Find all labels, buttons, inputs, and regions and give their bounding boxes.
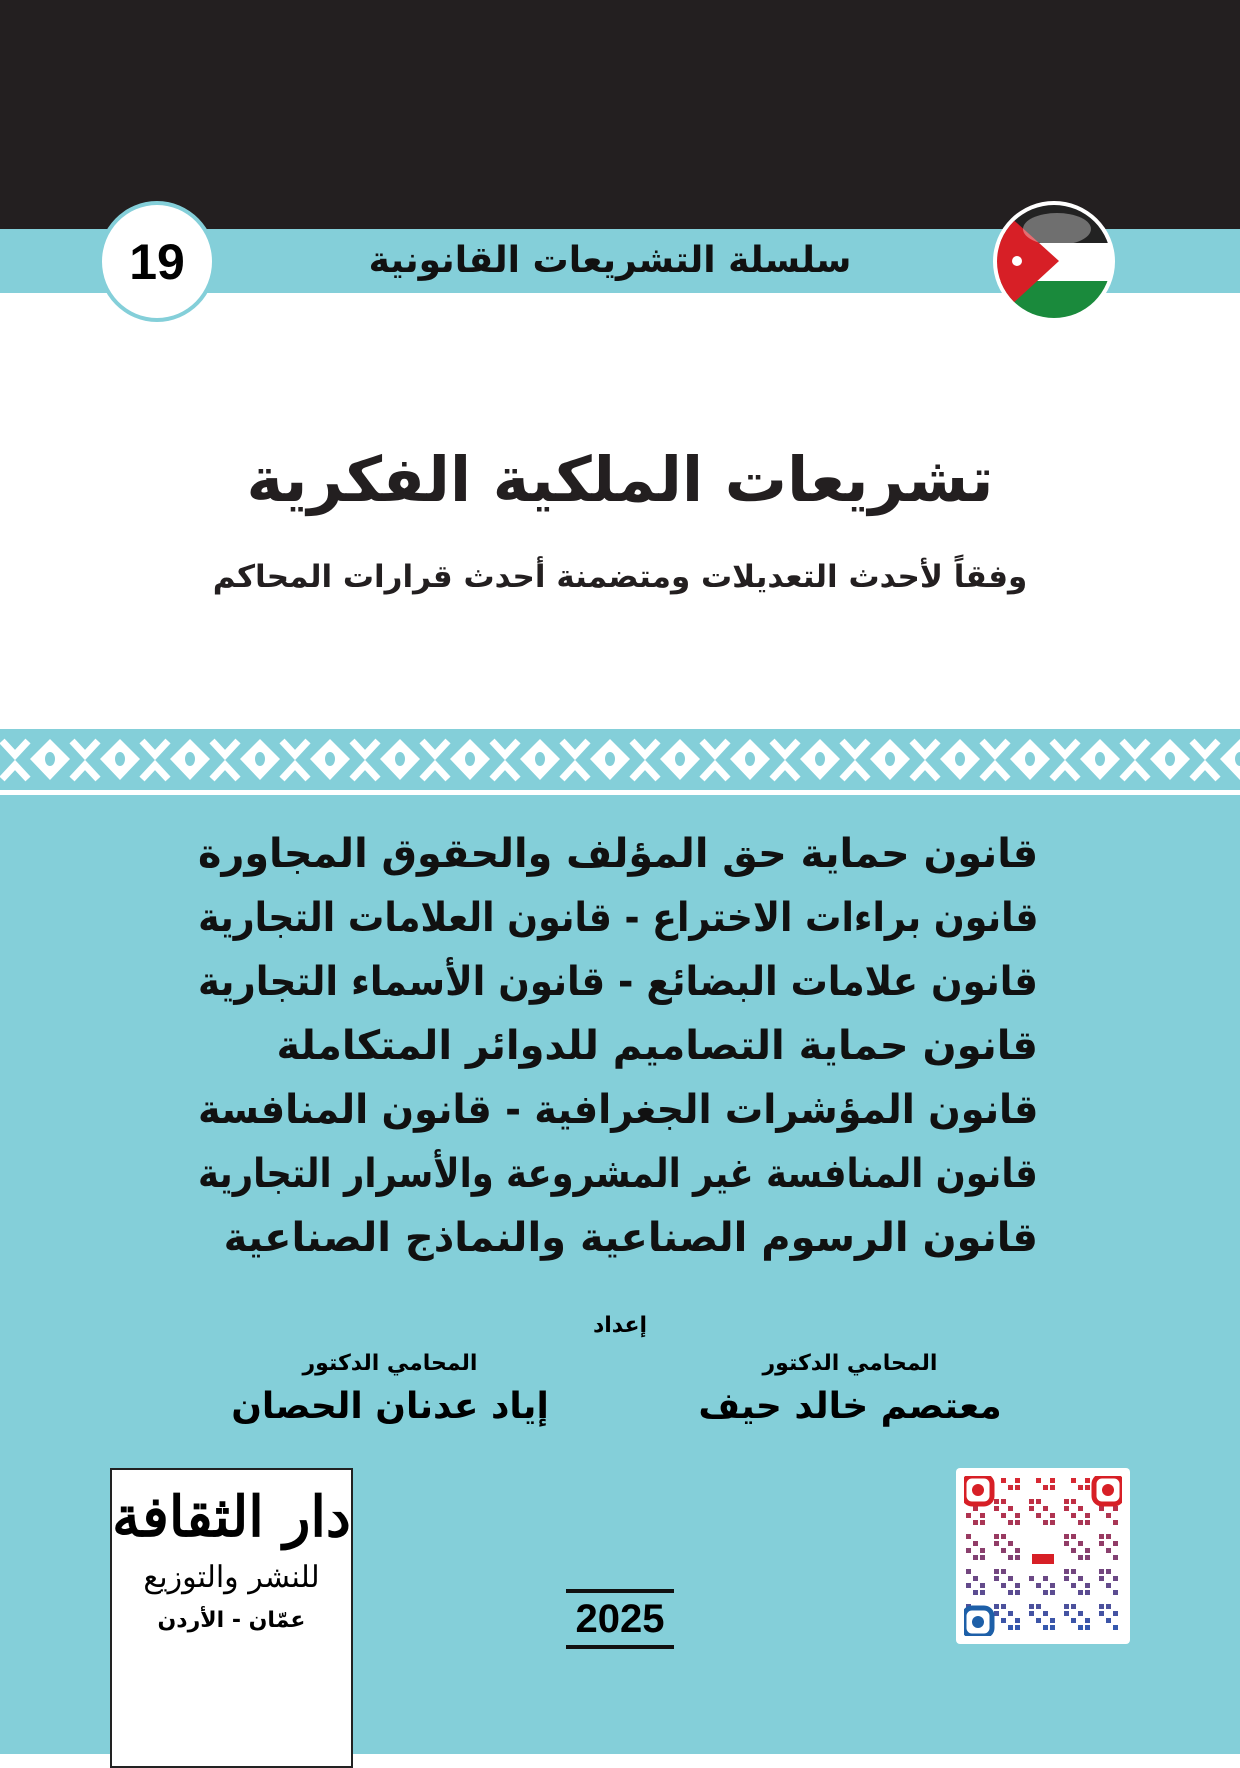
qr-module (1008, 1485, 1013, 1490)
pattern-x (212, 741, 238, 779)
qr-module (1085, 1590, 1090, 1595)
qr-module (1099, 1604, 1104, 1609)
qr-module (966, 1569, 971, 1574)
qr-module (1043, 1625, 1048, 1630)
qr-module (994, 1576, 999, 1581)
pattern-x (142, 741, 168, 779)
author-name-box (180, 1384, 600, 1430)
qr-module (1001, 1604, 1006, 1609)
qr-module (1106, 1618, 1111, 1623)
book-title: تشريعات الملكية الفكرية (246, 443, 994, 516)
qr-module (994, 1604, 999, 1609)
pattern-x (1192, 741, 1218, 779)
qr-module (1029, 1499, 1034, 1504)
qr-module (1043, 1520, 1048, 1525)
qr-module (1064, 1576, 1069, 1581)
qr-module (1036, 1618, 1041, 1623)
pattern-x (772, 741, 798, 779)
qr-module (1085, 1548, 1090, 1553)
qr-module (994, 1534, 999, 1539)
qr-module (1113, 1625, 1118, 1630)
pattern-x (422, 741, 448, 779)
qr-module (1050, 1485, 1055, 1490)
qr-module (1085, 1625, 1090, 1630)
pattern-x (492, 741, 518, 779)
law-row (198, 822, 1038, 886)
top-dark-band (0, 0, 1240, 230)
qr-module (1064, 1541, 1069, 1546)
qr-module (1050, 1478, 1055, 1483)
author-1 (660, 1350, 1040, 1430)
qr-module (973, 1541, 978, 1546)
author-title: المحامي الدكتور (302, 1351, 478, 1376)
qr-module (1015, 1555, 1020, 1560)
qr-module (1015, 1478, 1020, 1483)
qr-module (1015, 1520, 1020, 1525)
qr-module (1064, 1569, 1069, 1574)
qr-module (1078, 1590, 1083, 1595)
qr-module (966, 1583, 971, 1588)
qr-module (1043, 1611, 1048, 1616)
qr-module (973, 1520, 978, 1525)
qr-module (1050, 1520, 1055, 1525)
qr-module (1106, 1534, 1111, 1539)
qr-module (1071, 1604, 1076, 1609)
qr-module (1113, 1590, 1118, 1595)
qr-module (1008, 1590, 1013, 1595)
qr-module (980, 1548, 985, 1553)
pattern-x (72, 741, 98, 779)
qr-module (1064, 1604, 1069, 1609)
qr-module (1015, 1548, 1020, 1553)
qr-module (1036, 1604, 1041, 1609)
publisher-name: دار الثقافة (112, 1484, 351, 1550)
qr-module (1008, 1611, 1013, 1616)
pattern-x (282, 741, 308, 779)
book-subtitle-box (60, 555, 1180, 599)
qr-module (1015, 1625, 1020, 1630)
qr-module (1029, 1611, 1034, 1616)
qr-module (1113, 1611, 1118, 1616)
series-title-box (240, 233, 980, 289)
author-2 (180, 1350, 600, 1430)
qr-module (1071, 1478, 1076, 1483)
law-row (198, 1206, 1038, 1270)
qr-module (1085, 1520, 1090, 1525)
pattern-x (562, 741, 588, 779)
qr-module (1001, 1534, 1006, 1539)
qr-module (994, 1569, 999, 1574)
qr-module (1043, 1485, 1048, 1490)
qr-module (1106, 1513, 1111, 1518)
qr-module (1001, 1618, 1006, 1623)
pattern-x (912, 741, 938, 779)
publisher-logo (110, 1468, 353, 1768)
series-title: سلسلة التشريعات القانونية (368, 240, 852, 281)
qr-module (1113, 1541, 1118, 1546)
qr-module (1085, 1583, 1090, 1588)
law-item: قانون الرسوم الصناعية والنماذج الصناعية (223, 1215, 1038, 1261)
qr-module (1001, 1478, 1006, 1483)
qr-module (980, 1583, 985, 1588)
qr-module (1099, 1541, 1104, 1546)
publisher-tagline-box (112, 1558, 351, 1598)
law-item: قانون المنافسة غير المشروعة والأسرار التجارية (198, 1151, 1038, 1197)
qr-module (1071, 1583, 1076, 1588)
qr-module (1050, 1590, 1055, 1595)
law-item: قانون علامات البضائع - قانون الأسماء التجارية (198, 959, 1038, 1005)
qr-module (1064, 1534, 1069, 1539)
qr-module (1064, 1499, 1069, 1504)
qr-module (1071, 1499, 1076, 1504)
publisher-city-box (112, 1606, 351, 1636)
qr-module (1050, 1583, 1055, 1588)
qr-module (1050, 1513, 1055, 1518)
pattern-x (1122, 741, 1148, 779)
qr-module (1071, 1618, 1076, 1623)
qr-module (1078, 1485, 1083, 1490)
pattern-x (702, 741, 728, 779)
qr-module (1008, 1506, 1013, 1511)
qr-module (1064, 1506, 1069, 1511)
author-name: إياد عدنان الحصان (231, 1386, 549, 1427)
qr-module (1008, 1541, 1013, 1546)
qr-module (1029, 1576, 1034, 1581)
qr-code-icon[interactable] (956, 1468, 1130, 1644)
qr-center-logo (1032, 1554, 1054, 1564)
decorative-pattern (0, 729, 1240, 790)
qr-module (1078, 1506, 1083, 1511)
qr-module (1099, 1569, 1104, 1574)
qr-module (1001, 1583, 1006, 1588)
author-name-box (660, 1384, 1040, 1430)
qr-module (994, 1499, 999, 1504)
qr-module (1106, 1569, 1111, 1574)
qr-module (1064, 1611, 1069, 1616)
author-title: المحامي الدكتور (762, 1351, 938, 1376)
law-item: قانون المؤشرات الجغرافية - قانون المنافسة (197, 1087, 1038, 1133)
qr-module (973, 1576, 978, 1581)
qr-module (1036, 1499, 1041, 1504)
qr-module (1113, 1506, 1118, 1511)
qr-module (1085, 1555, 1090, 1560)
qr-module (994, 1541, 999, 1546)
qr-module (1015, 1513, 1020, 1518)
qr-module (1015, 1583, 1020, 1588)
qr-module (1015, 1618, 1020, 1623)
qr-module (1106, 1548, 1111, 1553)
qr-module (1071, 1513, 1076, 1518)
prepared-by-label: إعداد (592, 1313, 648, 1338)
qr-module (1043, 1590, 1048, 1595)
pattern-x (842, 741, 868, 779)
qr-module (1001, 1499, 1006, 1504)
qr-module (1085, 1478, 1090, 1483)
qr-module (1008, 1555, 1013, 1560)
qr-module (1099, 1576, 1104, 1581)
qr-module (1029, 1604, 1034, 1609)
law-row (198, 1078, 1038, 1142)
qr-module (1106, 1604, 1111, 1609)
qr-module (1078, 1611, 1083, 1616)
qr-module (1099, 1534, 1104, 1539)
qr-module (1085, 1485, 1090, 1490)
laws-list (198, 822, 1038, 1270)
qr-module (1113, 1576, 1118, 1581)
qr-module (1078, 1555, 1083, 1560)
qr-module (1008, 1520, 1013, 1525)
qr-module (980, 1590, 985, 1595)
qr-module (1085, 1618, 1090, 1623)
jordan-flag-icon (993, 201, 1115, 322)
qr-module (1008, 1576, 1013, 1581)
law-row (198, 950, 1038, 1014)
qr-module (966, 1548, 971, 1553)
qr-module (1015, 1590, 1020, 1595)
pattern-x (982, 741, 1008, 779)
law-item: قانون براءات الاختراع - قانون العلامات التجارية (197, 895, 1038, 941)
publication-year: 2025 (566, 1589, 674, 1649)
qr-module (1001, 1548, 1006, 1553)
qr-module (1071, 1548, 1076, 1553)
law-item: قانون حماية حق المؤلف والحقوق المجاورة (197, 831, 1038, 877)
qr-module (966, 1534, 971, 1539)
law-row (198, 1142, 1038, 1206)
book-subtitle: وفقاً لأحدث التعديلات ومتضمنة أحدث قرارات المحاكم (212, 559, 1028, 595)
qr-module (1015, 1485, 1020, 1490)
qr-module (1099, 1611, 1104, 1616)
author-name: معتصم خالد حيف (698, 1386, 1002, 1427)
qr-module (1078, 1576, 1083, 1581)
pattern-x (632, 741, 658, 779)
qr-module (1078, 1625, 1083, 1630)
qr-module (973, 1590, 978, 1595)
qr-module (994, 1506, 999, 1511)
publisher-tagline: للنشر والتوزيع (143, 1560, 320, 1595)
qr-module (1085, 1513, 1090, 1518)
qr-module (1036, 1478, 1041, 1483)
qr-module (1043, 1506, 1048, 1511)
qr-module (973, 1555, 978, 1560)
qr-module (1078, 1520, 1083, 1525)
qr-module (1078, 1541, 1083, 1546)
qr-module (980, 1520, 985, 1525)
qr-module (973, 1506, 978, 1511)
qr-module (1036, 1583, 1041, 1588)
qr-module (1099, 1506, 1104, 1511)
qr-module (1001, 1513, 1006, 1518)
qr-module (1036, 1513, 1041, 1518)
qr-module (1008, 1625, 1013, 1630)
pattern-x (352, 741, 378, 779)
qr-module (1043, 1576, 1048, 1581)
qr-module (1071, 1569, 1076, 1574)
qr-module (1071, 1534, 1076, 1539)
book-title-box (60, 440, 1180, 520)
qr-module (1050, 1625, 1055, 1630)
series-number-badge: 19 (98, 201, 216, 322)
qr-module (966, 1513, 971, 1518)
law-item: قانون حماية التصاميم للدوائر المتكاملة (276, 1023, 1038, 1069)
qr-module (980, 1513, 985, 1518)
pattern-x (2, 741, 28, 779)
publisher-city: عمّان - الأردن (157, 1608, 306, 1633)
qr-module (1113, 1520, 1118, 1525)
qr-module (1001, 1569, 1006, 1574)
law-row (198, 1014, 1038, 1078)
law-row (198, 886, 1038, 950)
qr-module (1113, 1555, 1118, 1560)
qr-module (1029, 1506, 1034, 1511)
qr-module (1106, 1583, 1111, 1588)
qr-module (994, 1611, 999, 1616)
qr-module (980, 1555, 985, 1560)
pattern-x (1052, 741, 1078, 779)
qr-module (1050, 1618, 1055, 1623)
